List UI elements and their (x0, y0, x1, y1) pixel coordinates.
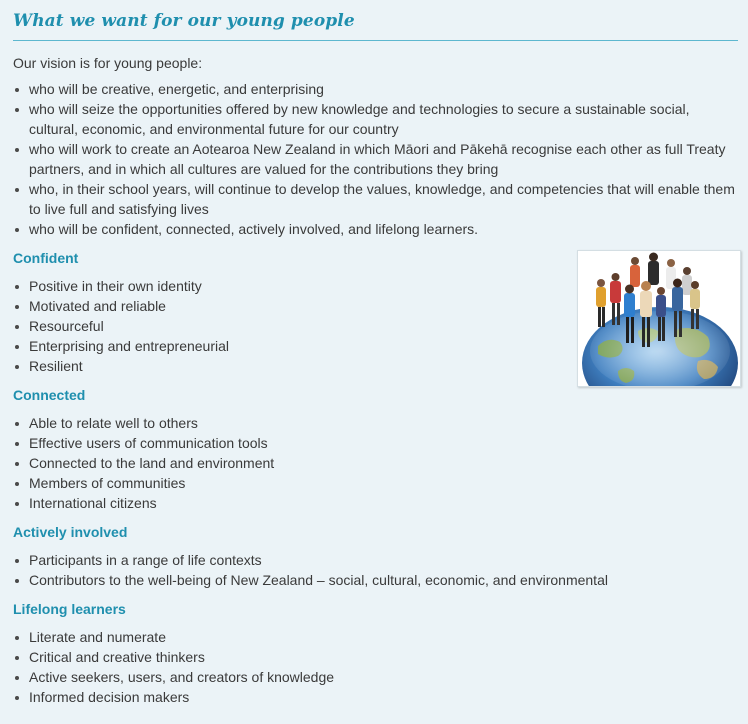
intro-text: Our vision is for young people: (13, 55, 203, 71)
list-item: who will work to create an Aotearoa New Zealand in which Māori and Pākehā recognise each other as full Treaty partners, and in which all cultures are valued for the contributions they bring (13, 139, 738, 179)
lifelong-learners-list (13, 627, 738, 707)
list-item: Participants in a range of life contexts (13, 550, 738, 570)
page-title: What we want for our young people (13, 11, 355, 31)
list-item: Members of communities (13, 473, 738, 493)
list-item: Motivated and reliable (13, 296, 738, 316)
list-item: who will be confident, connected, actively involved, and lifelong learners. (13, 219, 738, 239)
globe-with-young-people-image (577, 250, 741, 387)
list-item: Effective users of communication tools (13, 433, 738, 453)
list-item: who, in their school years, will continue to develop the values, knowledge, and competencies that will enable them to live full and satisfying lives (13, 179, 738, 219)
vision-list (13, 79, 738, 239)
list-item: who will seize the opportunities offered by new knowledge and technologies to secure a sustainable social, cultural, economic, and environmental future for our country (13, 99, 738, 139)
globe-illustration-icon (578, 251, 740, 386)
section-heading-connected: Connected (13, 387, 86, 403)
list-item: Active seekers, users, and creators of knowledge (13, 667, 738, 687)
list-item: Connected to the land and environment (13, 453, 738, 473)
actively-involved-list (13, 550, 738, 590)
list-item: who will be creative, energetic, and enterprising (13, 79, 738, 99)
list-item: Informed decision makers (13, 687, 738, 707)
list-item: International citizens (13, 493, 738, 513)
list-item: Enterprising and entrepreneurial (13, 336, 738, 356)
section-heading-actively-involved: Actively involved (13, 524, 128, 540)
list-item: Contributors to the well-being of New Zealand – social, cultural, economic, and environmental (13, 570, 738, 590)
list-item: Critical and creative thinkers (13, 647, 738, 667)
connected-list (13, 413, 738, 513)
title-divider (13, 40, 738, 41)
list-item: Positive in their own identity (13, 276, 738, 296)
section-heading-confident: Confident (13, 250, 79, 266)
list-item: Literate and numerate (13, 627, 738, 647)
list-item: Resourceful (13, 316, 738, 336)
list-item: Resilient (13, 356, 738, 376)
list-item: Able to relate well to others (13, 413, 738, 433)
section-heading-lifelong-learners: Lifelong learners (13, 601, 126, 617)
